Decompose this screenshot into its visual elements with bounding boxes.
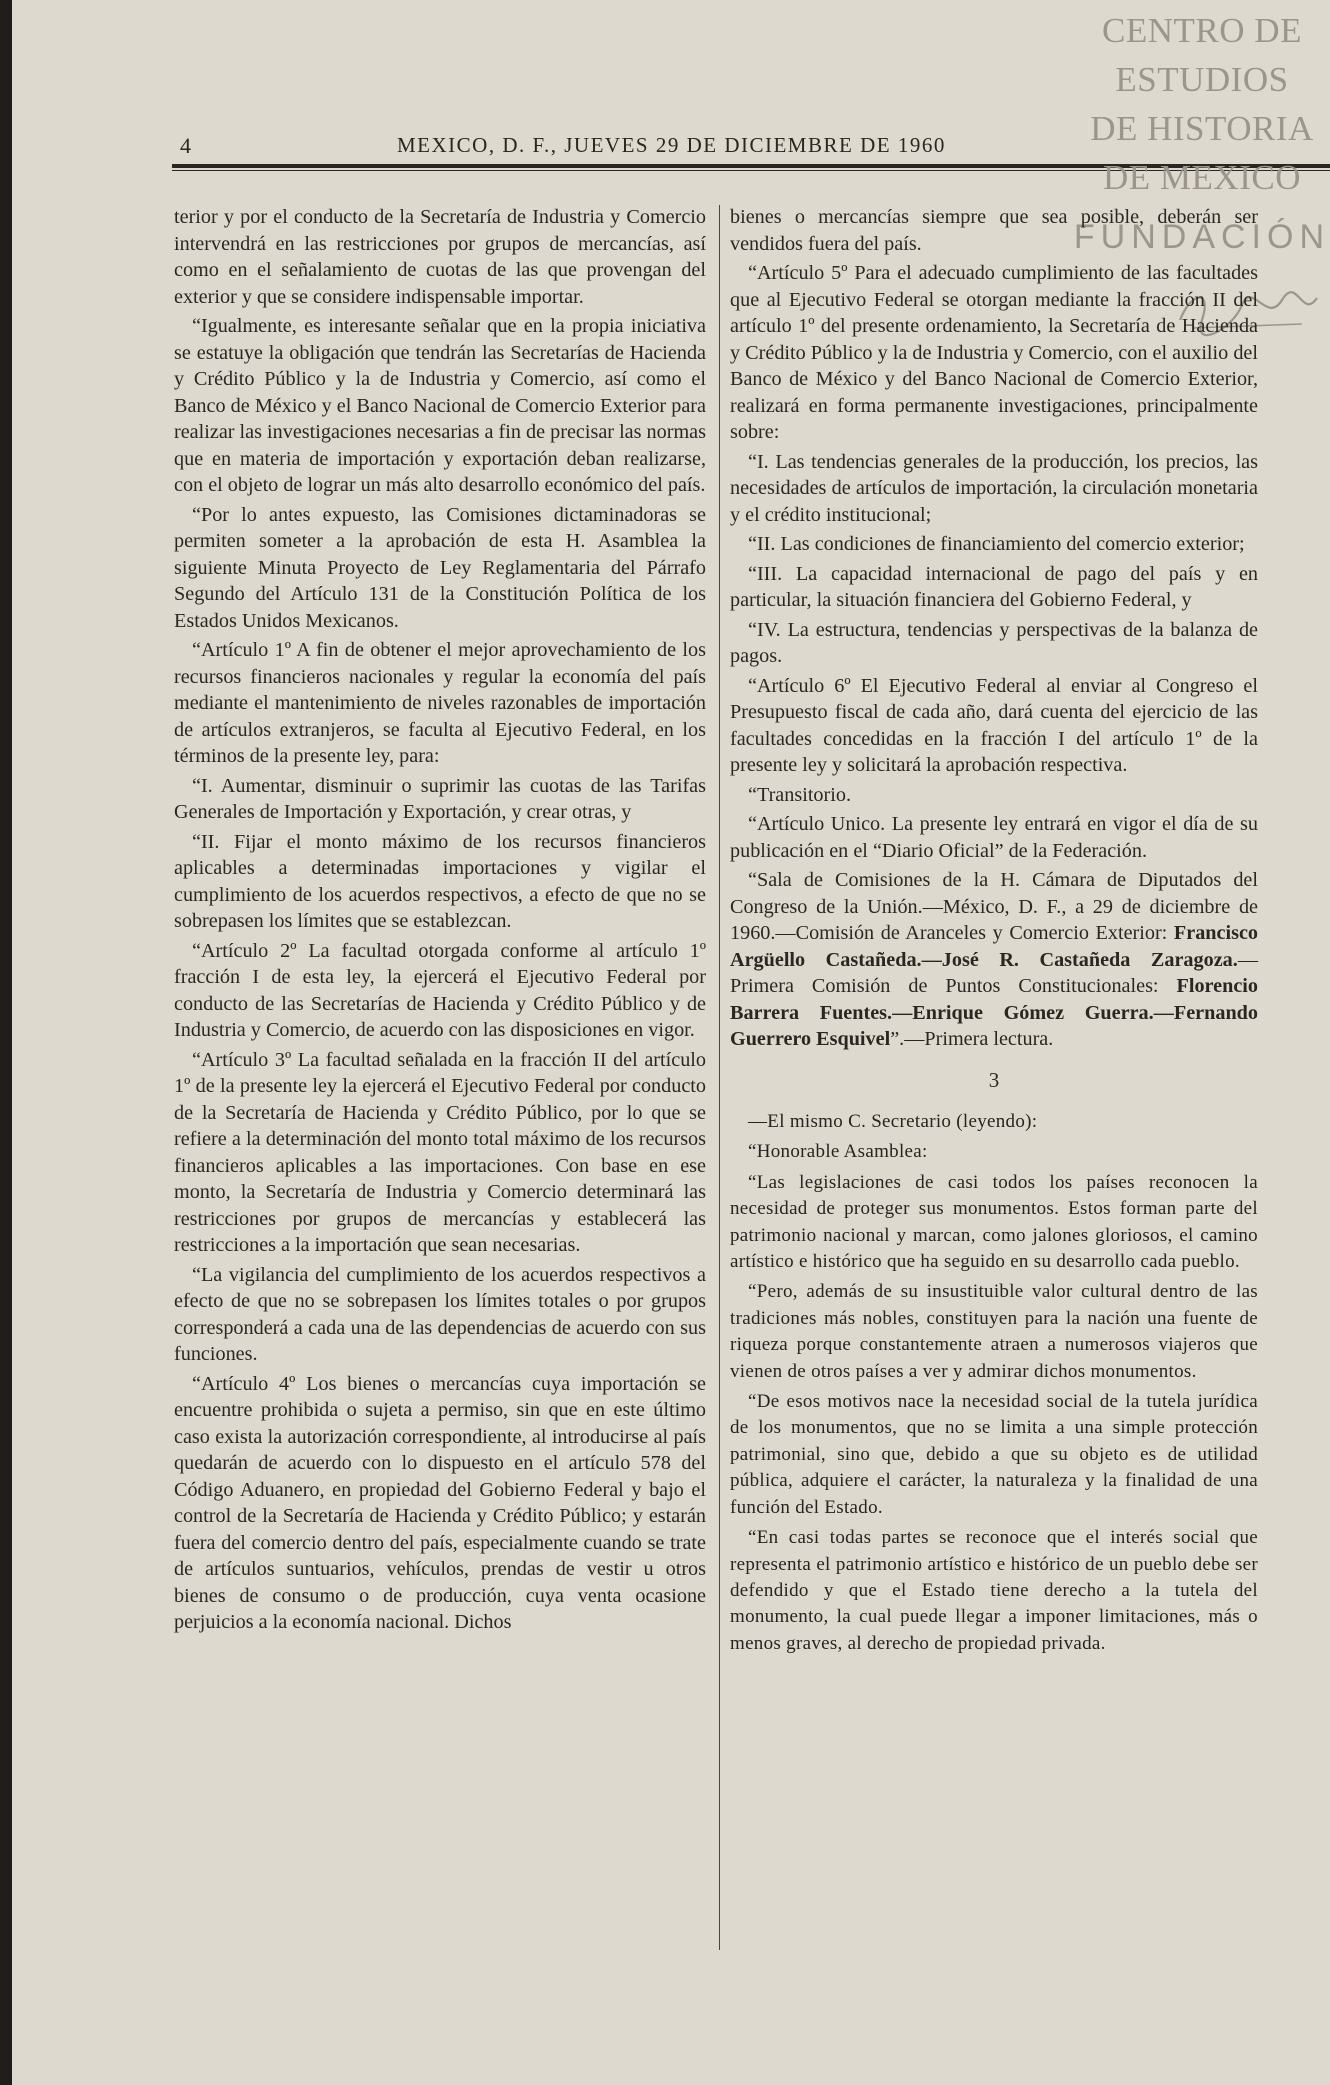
- stamp-line: CENTRO DE: [1102, 11, 1302, 50]
- paragraph: “Artículo 3º La facultad señalada en la fracción II del artículo 1º de la presente ley la ejercerá el Ejecutivo Federal por conducto de la Secretaría de Hacienda y Crédito Público, por lo que se refiere a la determinación del monto total máximo de los recursos financieros aplicables a las importaciones. Con base en ese monto, la Secretaría de Industria y Comercio determinará las restricciones por grupos de mercancías y establecerá las restricciones a la importación que sean necesarias.: [174, 1048, 706, 1256]
- left-column: [174, 204, 706, 1639]
- paragraph: “IV. La estructura, tendencias y perspectivas de la balanza de pagos.: [730, 618, 1258, 667]
- paragraph: “Artículo 6º El Ejecutivo Federal al enviar al Congreso el Presupuesto fiscal de cada año, dará cuenta del ejercicio de las facultades concedidas en la fracción I del artículo 1º de la presente ley y solicitará la aprobación respectiva.: [730, 674, 1258, 776]
- paragraph: “Transitorio.: [748, 783, 851, 806]
- paragraph: terior y por el conducto de la Secretaría de Industria y Comercio intervendrá en las restricciones por grupos de mercancías, así como en el señalamiento de cuotas de las que provengan del exterior y que se considere indispensable importar.: [174, 206, 706, 308]
- paragraph: “La vigilancia del cumplimiento de los acuerdos respectivos a efecto de que no se sobrepasen los límites totales o por grupos corresponderá a cada una de las dependencias de acuerdo con sus funciones.: [174, 1263, 706, 1365]
- stamp-foundation: FUNDACIÓN: [1073, 218, 1330, 256]
- paragraph: “Artículo 5º Para el adecuado cumplimiento de las facultades que al Ejecutivo Federal se otorgan mediante la fracción II del artículo 1º del presente ordenamiento, la Secretaría de Hacienda y Crédito Público y la de Industria y Comercio, con el auxilio del Banco de México y del Banco Nacional de Comercio Exterior, realizará en forma permanente investigaciones, principalmente sobre:: [730, 262, 1258, 443]
- paragraph: “De esos motivos nace la necesidad social de la tutela jurídica de los monumentos, que no se limita a una simple protección patrimonial, sino que, debido a que su objeto es de utilidad pública, adquiere el carácter, la naturaleza y la finalidad de una función del Estado.: [730, 1391, 1258, 1518]
- column-divider: [719, 205, 720, 1950]
- paragraph: “En casi todas partes se reconoce que el interés social que representa el patrimonio artístico e histórico de un pueblo debe ser defendido y que el Estado tiene derecho a la tutela del monumento, la cual puede llegar a imponer limitaciones, más o menos graves, al derecho de propiedad privada.: [730, 1527, 1258, 1654]
- paragraph: “Por lo antes expuesto, las Comisiones dictaminadoras se permiten someter a la aprobación de esta H. Asamblea la siguiente Minuta Proyecto de Ley Reglamentaria del Párrafo Segundo del Artículo 131 de la Constitución Política de los Estados Unidos Mexicanos.: [174, 503, 706, 632]
- paragraph: “Artículo 1º A fin de obtener el mejor aprovechamiento de los recursos financieros nacionales y regular la economía del país mediante el mantenimiento de niveles razonables de importación de artículos extranjeros, se faculta al Ejecutivo Federal, en los términos de la presente ley, para:: [174, 639, 706, 767]
- stamp-line: ESTUDIOS: [1115, 60, 1289, 99]
- second-document: [730, 1109, 1258, 1657]
- newspaper-page: [12, 0, 1330, 2085]
- text-span: —Primera Comisión de Puntos Constitucionales:: [730, 948, 1258, 997]
- paragraph: “II. Las condiciones de financiamiento del comercio exterior;: [748, 533, 1245, 555]
- stamp-line: DE MEXICO: [1103, 158, 1301, 197]
- text-span: “Sala de Comisiones de la H. Cámara de Diputados del Congreso de la Unión.—México, D. F., a 29 de diciembre de 1960.—Comisión de Aranceles y Comercio Exterior:: [730, 869, 1258, 944]
- section-number: 3: [988, 1067, 1000, 1092]
- paragraph: “Artículo Unico. La presente ley entrará en vigor el día de su publicación en el “Diario Oficial” de la Federación.: [730, 813, 1258, 862]
- paragraph: “Las legislaciones de casi todos los países reconocen la necesidad de proteger sus monumentos. Estos forman parte del patrimonio nacional y marcan, como jalones gloriosos, el camino artístico e histórico que ha seguido en su desarrollo cada pueblo.: [730, 1171, 1258, 1273]
- archive-stamp: [1074, 6, 1330, 202]
- right-column: [730, 204, 1258, 1661]
- paragraph: “I. Aumentar, disminuir o suprimir las cuotas de las Tarifas Generales de Importación y Exportación, y crear otras, y: [174, 774, 706, 823]
- paragraph: “Pero, además de su insustituible valor cultural dentro de las tradiciones más nobles, constituyen para la nación una fuente de riqueza porque constantemente atraen a numerosos viajeros que vienen de otros países a ver y admirar dichos monumentos.: [730, 1281, 1258, 1382]
- paragraph: “II. Fijar el monto máximo de los recursos financieros aplicables a determinadas importaciones y vigilar el cumplimiento de los acuerdos respectivos, a efecto de que no se sobrepasen los límites que se establezcan.: [174, 830, 706, 932]
- date-line: MEXICO, D. F., JUEVES 29 DE DICIEMBRE DE 1960: [397, 133, 946, 157]
- text-span: ”.—Primera lectura.: [890, 1028, 1054, 1050]
- stamp-line: DE HISTORIA: [1090, 109, 1314, 148]
- paragraph: bienes o mercancías siempre que sea posible, deberán ser vendidos fuera del país.: [730, 206, 1258, 255]
- paragraph: “III. La capacidad internacional de pago del país y en particular, la situación financiera del Gobierno Federal, y: [730, 562, 1258, 611]
- paragraph: “Igualmente, es interesante señalar que en la propia iniciativa se estatuye la obligación que tendrán las Secretarías de Hacienda y Crédito Público y la de Industria y Comercio, así como el Banco de México y el Banco Nacional de Comercio Exterior para realizar las investigaciones necesarias a fin de precisar las normas que en materia de importación y exportación deban realizarse, con el objeto de lograr un más alto desarrollo económico del país.: [174, 315, 706, 496]
- paragraph: “Honorable Asamblea:: [748, 1141, 928, 1163]
- paragraph: “Artículo 4º Los bienes o mercancías cuya importación se encuentre prohibida o sujeta a permiso, sin que en este último caso exista la autorización correspondiente, al introducirse al país quedarán de acuerdo con lo dispuesto en el artículo 578 del Código Aduanero, en propiedad del Gobierno Federal y bajo el control de la Secretaría de Hacienda y Crédito Público; y estarán fuera del comercio dentro del país, especialmente cuando se trate de artículos suntuarios, vehículos, prendas de vestir u otros bienes de consumo o de producción, cuya venta ocasione perjuicios a la economía nacional. Dichos: [174, 1372, 706, 1633]
- signatory-names: Florencio Barrera Fuentes.—Enrique Gómez Guerra.—Fernando Guerrero Esquivel: [730, 975, 1258, 1050]
- paragraph: “I. Las tendencias generales de la producción, los precios, las necesidades de artículos de importación, la circulación monetaria y el crédito institucional;: [730, 450, 1258, 526]
- text-span: —El mismo C. Secretario (leyendo):: [748, 1111, 1038, 1132]
- signatures-paragraph: [730, 867, 1258, 1053]
- paragraph: “Artículo 2º La facultad otorgada conforme al artículo 1º fracción I de esta ley, la ejercerá el Ejecutivo Federal por conducto de las Secretarías de Hacienda y Crédito Público y de Industria y Comercio, de acuerdo con las disposiciones en vigor.: [174, 939, 706, 1041]
- signatory-names: Francisco Argüello Castañeda.—José R. Castañeda Zaragoza.: [730, 922, 1258, 971]
- page-number: 4: [180, 133, 191, 158]
- paragraph: [730, 1109, 1258, 1135]
